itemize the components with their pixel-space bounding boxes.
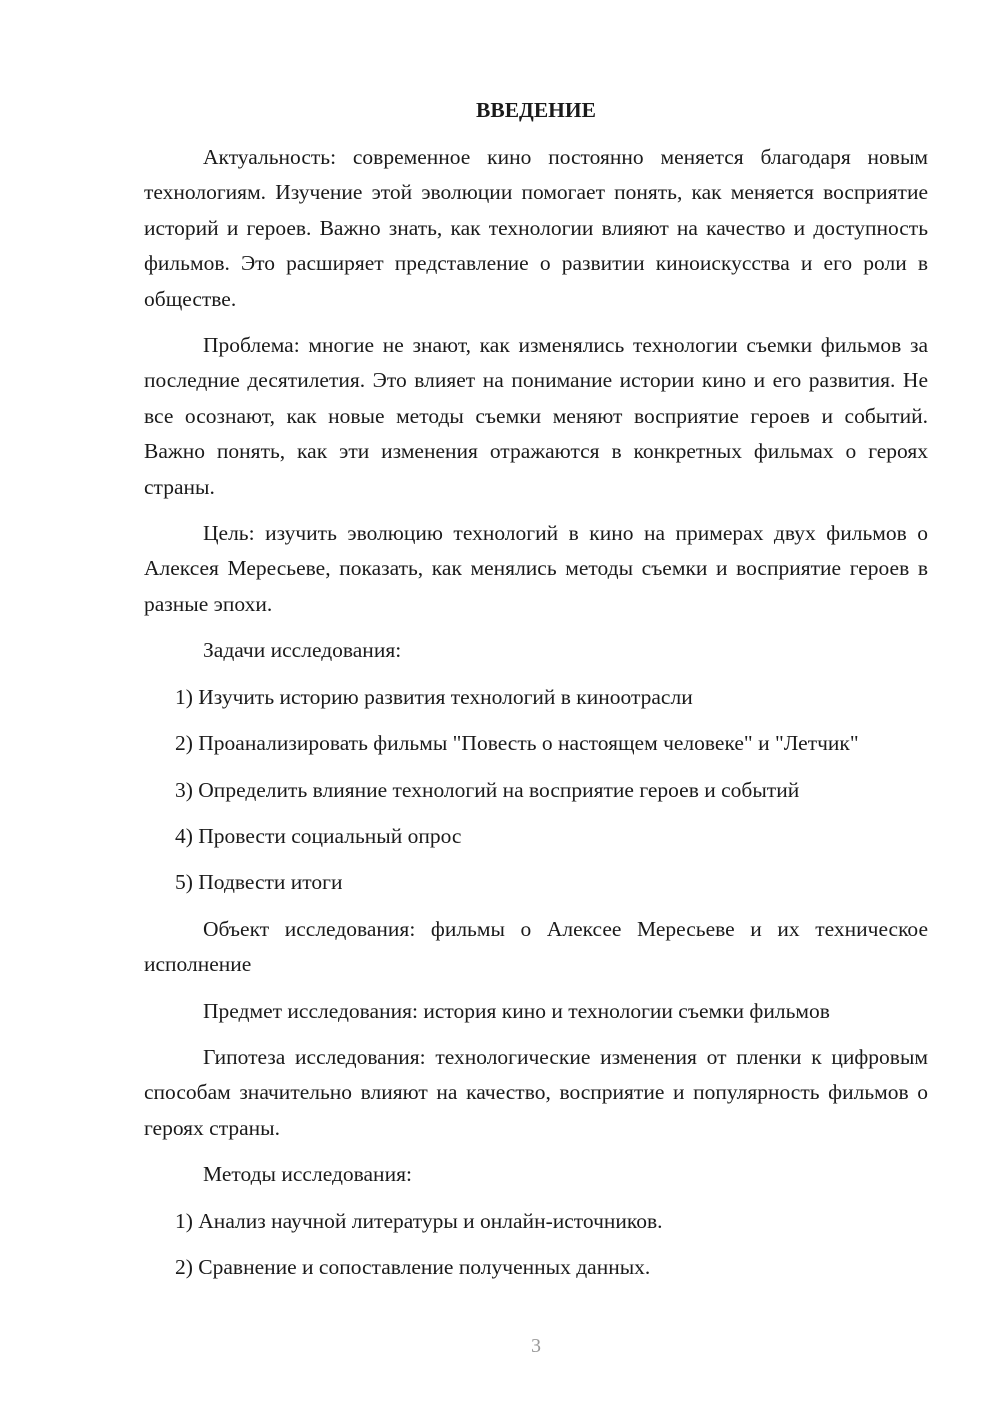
hypothesis-paragraph: Гипотеза исследования: технологические изменения от пленки к цифровым способам значительно влияют на качество, восприятие и популярность фильмов о героях страны. [144, 1044, 928, 1140]
method-item: 2) Сравнение и сопоставление полученных данных. [175, 1254, 651, 1279]
object-paragraph: Объект исследования: фильмы о Алексее Мересьеве и их техническое исполнение [144, 916, 928, 977]
task-item: 3) Определить влияние технологий на восприятие героев и событий [175, 777, 800, 802]
task-item: 1) Изучить историю развития технологий в киноотрасли [175, 684, 693, 709]
method-item: 1) Анализ научной литературы и онлайн-источников. [175, 1208, 663, 1233]
section-heading: ВВЕДЕНИЕ [476, 98, 596, 122]
page-content [144, 94, 928, 1296]
relevance-paragraph: Актуальность: современное кино постоянно меняется благодаря новым технологиям. Изучение этой эволюции помогает понять, как меняется восприятие историй и героев. Важно знать, как технологии влияют на качество и доступность фильмов. Это расширяет представление о развитии киноискусства и его роли в обществе. [144, 145, 928, 311]
tasks-title: Задачи исследования: [203, 638, 402, 663]
methods-title: Методы исследования: [203, 1162, 412, 1187]
task-item: 2) Проанализировать фильмы "Повесть о настоящем человеке" и "Летчик" [175, 731, 859, 756]
task-item: 4) Провести социальный опрос [175, 823, 462, 848]
subject-paragraph: Предмет исследования: история кино и технологии съемки фильмов [203, 998, 830, 1023]
task-item: 5) Подвести итоги [175, 870, 343, 895]
problem-paragraph: Проблема: многие не знают, как изменялись технологии съемки фильмов за последние десятилетия. Это влияет на понимание истории кино и его развития. Не все осознают, как новые методы съемки меняют восприятие героев и событий. Важно понять, как эти изменения отражаются в конкретных фильмах о героях страны. [144, 333, 928, 499]
page-number: 3 [531, 1335, 541, 1357]
goal-paragraph: Цель: изучить эволюцию технологий в кино на примерах двух фильмов о Алексея Мересьеве, показать, как менялись методы съемки и восприятие героев в разные эпохи. [144, 521, 928, 616]
